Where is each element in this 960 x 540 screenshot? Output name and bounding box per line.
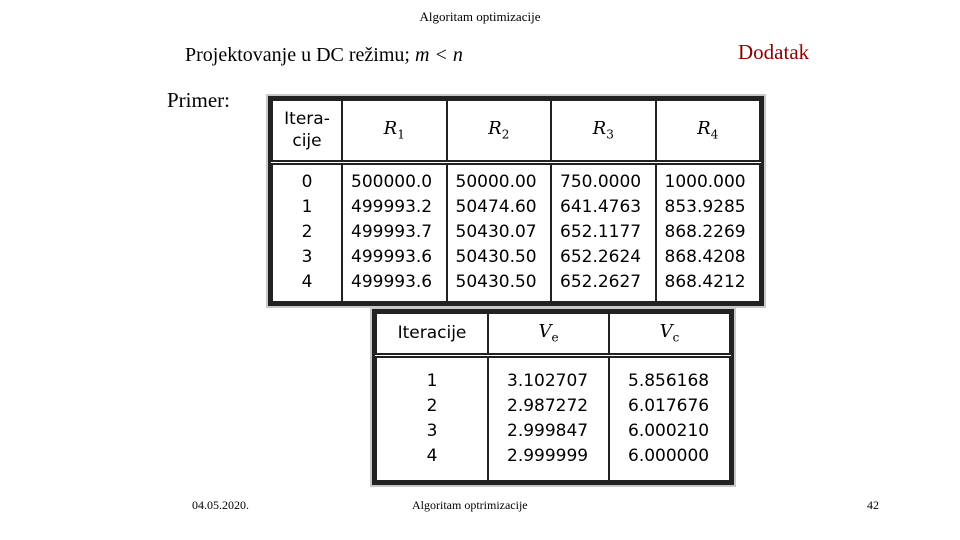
r2-value: 50430.50 [455, 272, 537, 293]
r4-symbol: R [697, 118, 711, 140]
r4-value: 853.9285 [664, 197, 746, 218]
r1-value: 500000.0 [351, 172, 433, 193]
r1-value: 499993.7 [351, 222, 433, 243]
iteration-value: 3 [426, 420, 438, 441]
iteration-value: 2 [301, 222, 313, 243]
r2-symbol: R [488, 118, 502, 140]
vc-value: 6.017676 [628, 395, 710, 416]
r4-value: 1000.000 [664, 172, 746, 193]
r1-symbol: R [383, 118, 398, 140]
ve-symbol: V [538, 321, 552, 343]
ve-value: 3.102707 [507, 370, 589, 391]
r4-values-cell [656, 162, 761, 302]
r1-value: 499993.6 [351, 272, 433, 293]
slide-header: Algoritam optimizacije [419, 9, 541, 24]
vc-subscript: c [672, 331, 680, 346]
r3-value: 750.0000 [560, 172, 642, 193]
page-number: 42 [867, 498, 879, 512]
r3-value: 652.1177 [560, 222, 642, 243]
r4-column-header [656, 100, 761, 162]
ve-column-header [488, 313, 609, 355]
ve-value: 2.987272 [507, 395, 589, 416]
r2-value: 50000.00 [455, 172, 537, 193]
r2-subscript: 2 [501, 128, 510, 143]
iteration-header-line-1: Itera- [284, 109, 330, 130]
iteration-value: 2 [426, 395, 438, 416]
iteration-header-line-2: cije [292, 131, 322, 152]
r1-column-header [342, 100, 447, 162]
r1-value: 499993.6 [351, 247, 433, 268]
r4-value: 868.4208 [664, 247, 746, 268]
r3-value: 652.2624 [560, 247, 642, 268]
r3-symbol: R [592, 118, 607, 140]
iteration-value: 1 [426, 370, 438, 391]
title-math: m < n [414, 44, 463, 66]
iteration-values-cell [272, 162, 342, 302]
vc-values-cell [609, 355, 730, 481]
r3-column-header [551, 100, 656, 162]
footer-title: Algoritam optrimizacije [412, 498, 528, 512]
example-label: Primer: [167, 88, 230, 112]
title-text: Projektovanje u DC režimu; [185, 44, 415, 66]
r3-value: 641.4763 [560, 197, 642, 218]
iteration-values-cell [376, 355, 488, 481]
r1-value: 499993.2 [351, 197, 433, 218]
r4-value: 868.4212 [664, 272, 746, 293]
vc-column-header [609, 313, 730, 355]
ve-value: 2.999847 [507, 420, 589, 441]
r2-value: 50430.50 [455, 247, 537, 268]
r4-subscript: 4 [710, 128, 719, 143]
iteration-value: 4 [301, 272, 313, 293]
r3-values-cell [551, 162, 656, 302]
r1-values-cell [342, 162, 447, 302]
iteration-column-header [272, 100, 342, 162]
vc-value: 6.000210 [628, 420, 710, 441]
iteration-value: 4 [426, 445, 438, 466]
iteration-header: Iteracije [397, 323, 467, 344]
iteration-value: 3 [301, 247, 313, 268]
r2-column-header [447, 100, 552, 162]
ve-value: 2.999999 [507, 445, 589, 466]
r2-value: 50474.60 [455, 197, 537, 218]
vc-symbol: V [659, 321, 673, 343]
footer-date: 04.05.2020. [192, 498, 249, 512]
slide-title [185, 44, 463, 67]
iteration-value: 0 [301, 172, 313, 193]
ve-values-cell [488, 355, 609, 481]
r3-subscript: 3 [606, 128, 614, 143]
iteration-column-header [376, 313, 488, 355]
vc-value: 6.000000 [628, 445, 710, 466]
r2-value: 50430.07 [455, 222, 537, 243]
r3-value: 652.2627 [560, 272, 642, 293]
r4-value: 868.2269 [664, 222, 746, 243]
iteration-value: 1 [301, 197, 313, 218]
ve-subscript: e [551, 331, 559, 346]
r2-values-cell [447, 162, 552, 302]
vc-value: 5.856168 [628, 370, 710, 391]
r1-subscript: 1 [397, 128, 405, 143]
voltage-iterations-table [372, 309, 734, 485]
resistor-iterations-table [268, 96, 764, 306]
appendix-label: Dodatak [738, 40, 810, 64]
